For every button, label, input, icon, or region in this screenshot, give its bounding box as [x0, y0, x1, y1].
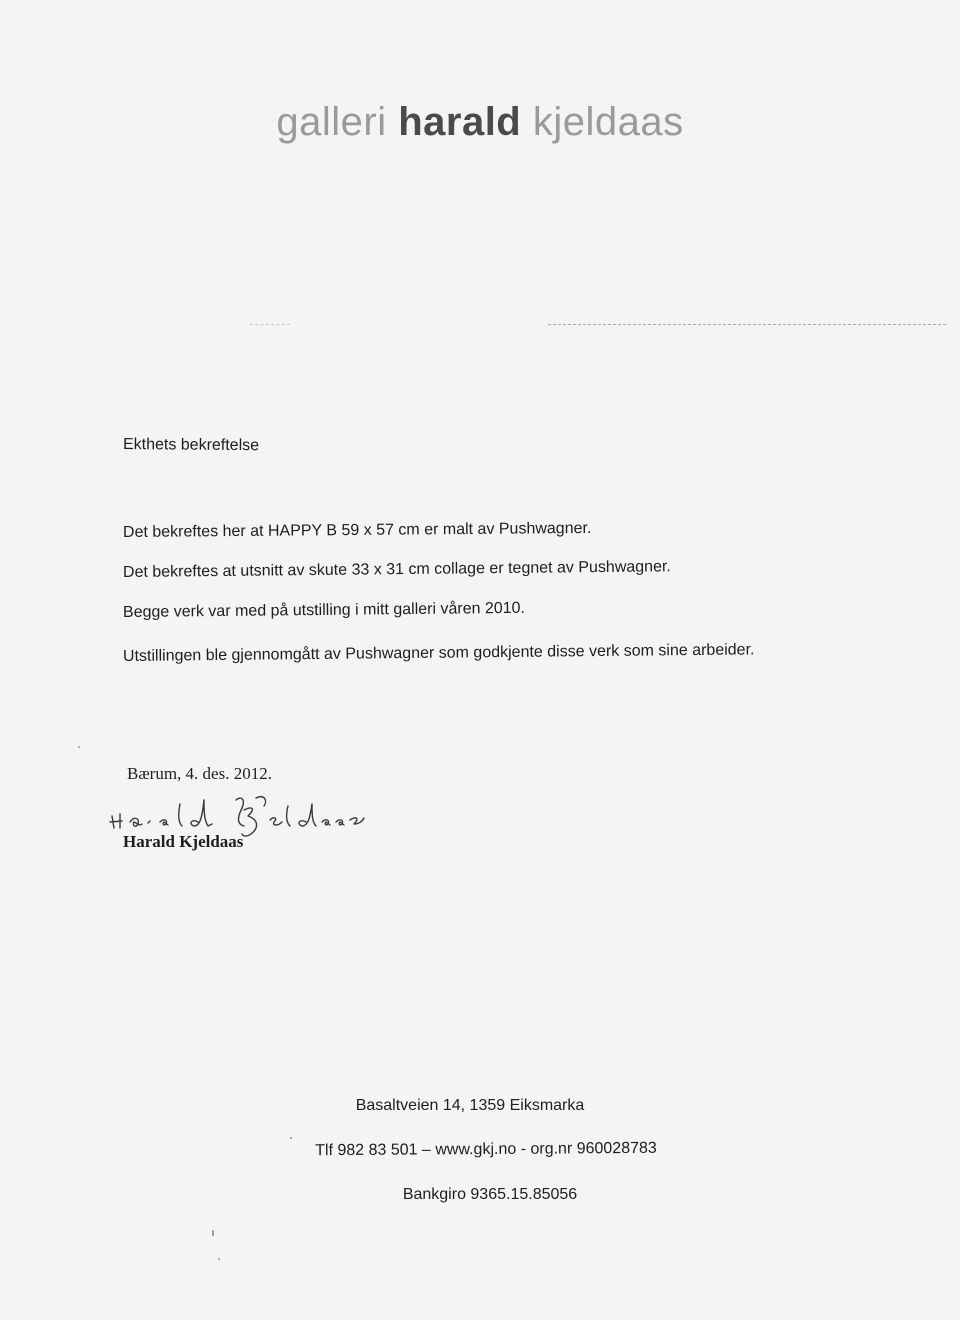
paper-speck	[212, 1230, 214, 1236]
logo-word-kjeldaas: kjeldaas	[532, 100, 684, 144]
footer-contact: Tlf 982 83 501 – www.gkj.no - org.nr 960028783	[315, 1139, 657, 1160]
logo-word-harald: harald	[398, 100, 522, 144]
document-title: Ekthets bekreftelse	[122, 436, 260, 455]
footer-address: Basaltveien 14, 1359 Eiksmarka	[355, 1097, 585, 1114]
paper-speck	[290, 1137, 292, 1139]
footer-bank: Bankgiro 9365.15.85056	[402, 1186, 578, 1203]
paper-speck	[218, 1258, 220, 1260]
body-line-1: Det bekreftes her at HAPPY B 59 x 57 cm er malt av Pushwagner.	[122, 519, 592, 541]
divider-right	[548, 324, 946, 325]
paper-speck	[78, 746, 80, 748]
divider-left	[250, 324, 290, 325]
place-date: Bærum, 4. des. 2012.	[127, 764, 272, 783]
signer-name: Harald Kjeldaas	[123, 832, 244, 851]
body-line-2: Det bekreftes at utsnitt av skute 33 x 31 cm collage er tegnet av Pushwagner.	[122, 558, 671, 581]
body-line-3: Begge verk var med på utstilling i mitt galleri våren 2010.	[122, 599, 526, 621]
letterhead-logo	[0, 100, 960, 145]
body-line-4: Utstillingen ble gjennomgått av Pushwagner som godkjente disse verk som sine arbeider.	[122, 641, 755, 665]
logo-word-galleri: galleri	[276, 100, 387, 144]
